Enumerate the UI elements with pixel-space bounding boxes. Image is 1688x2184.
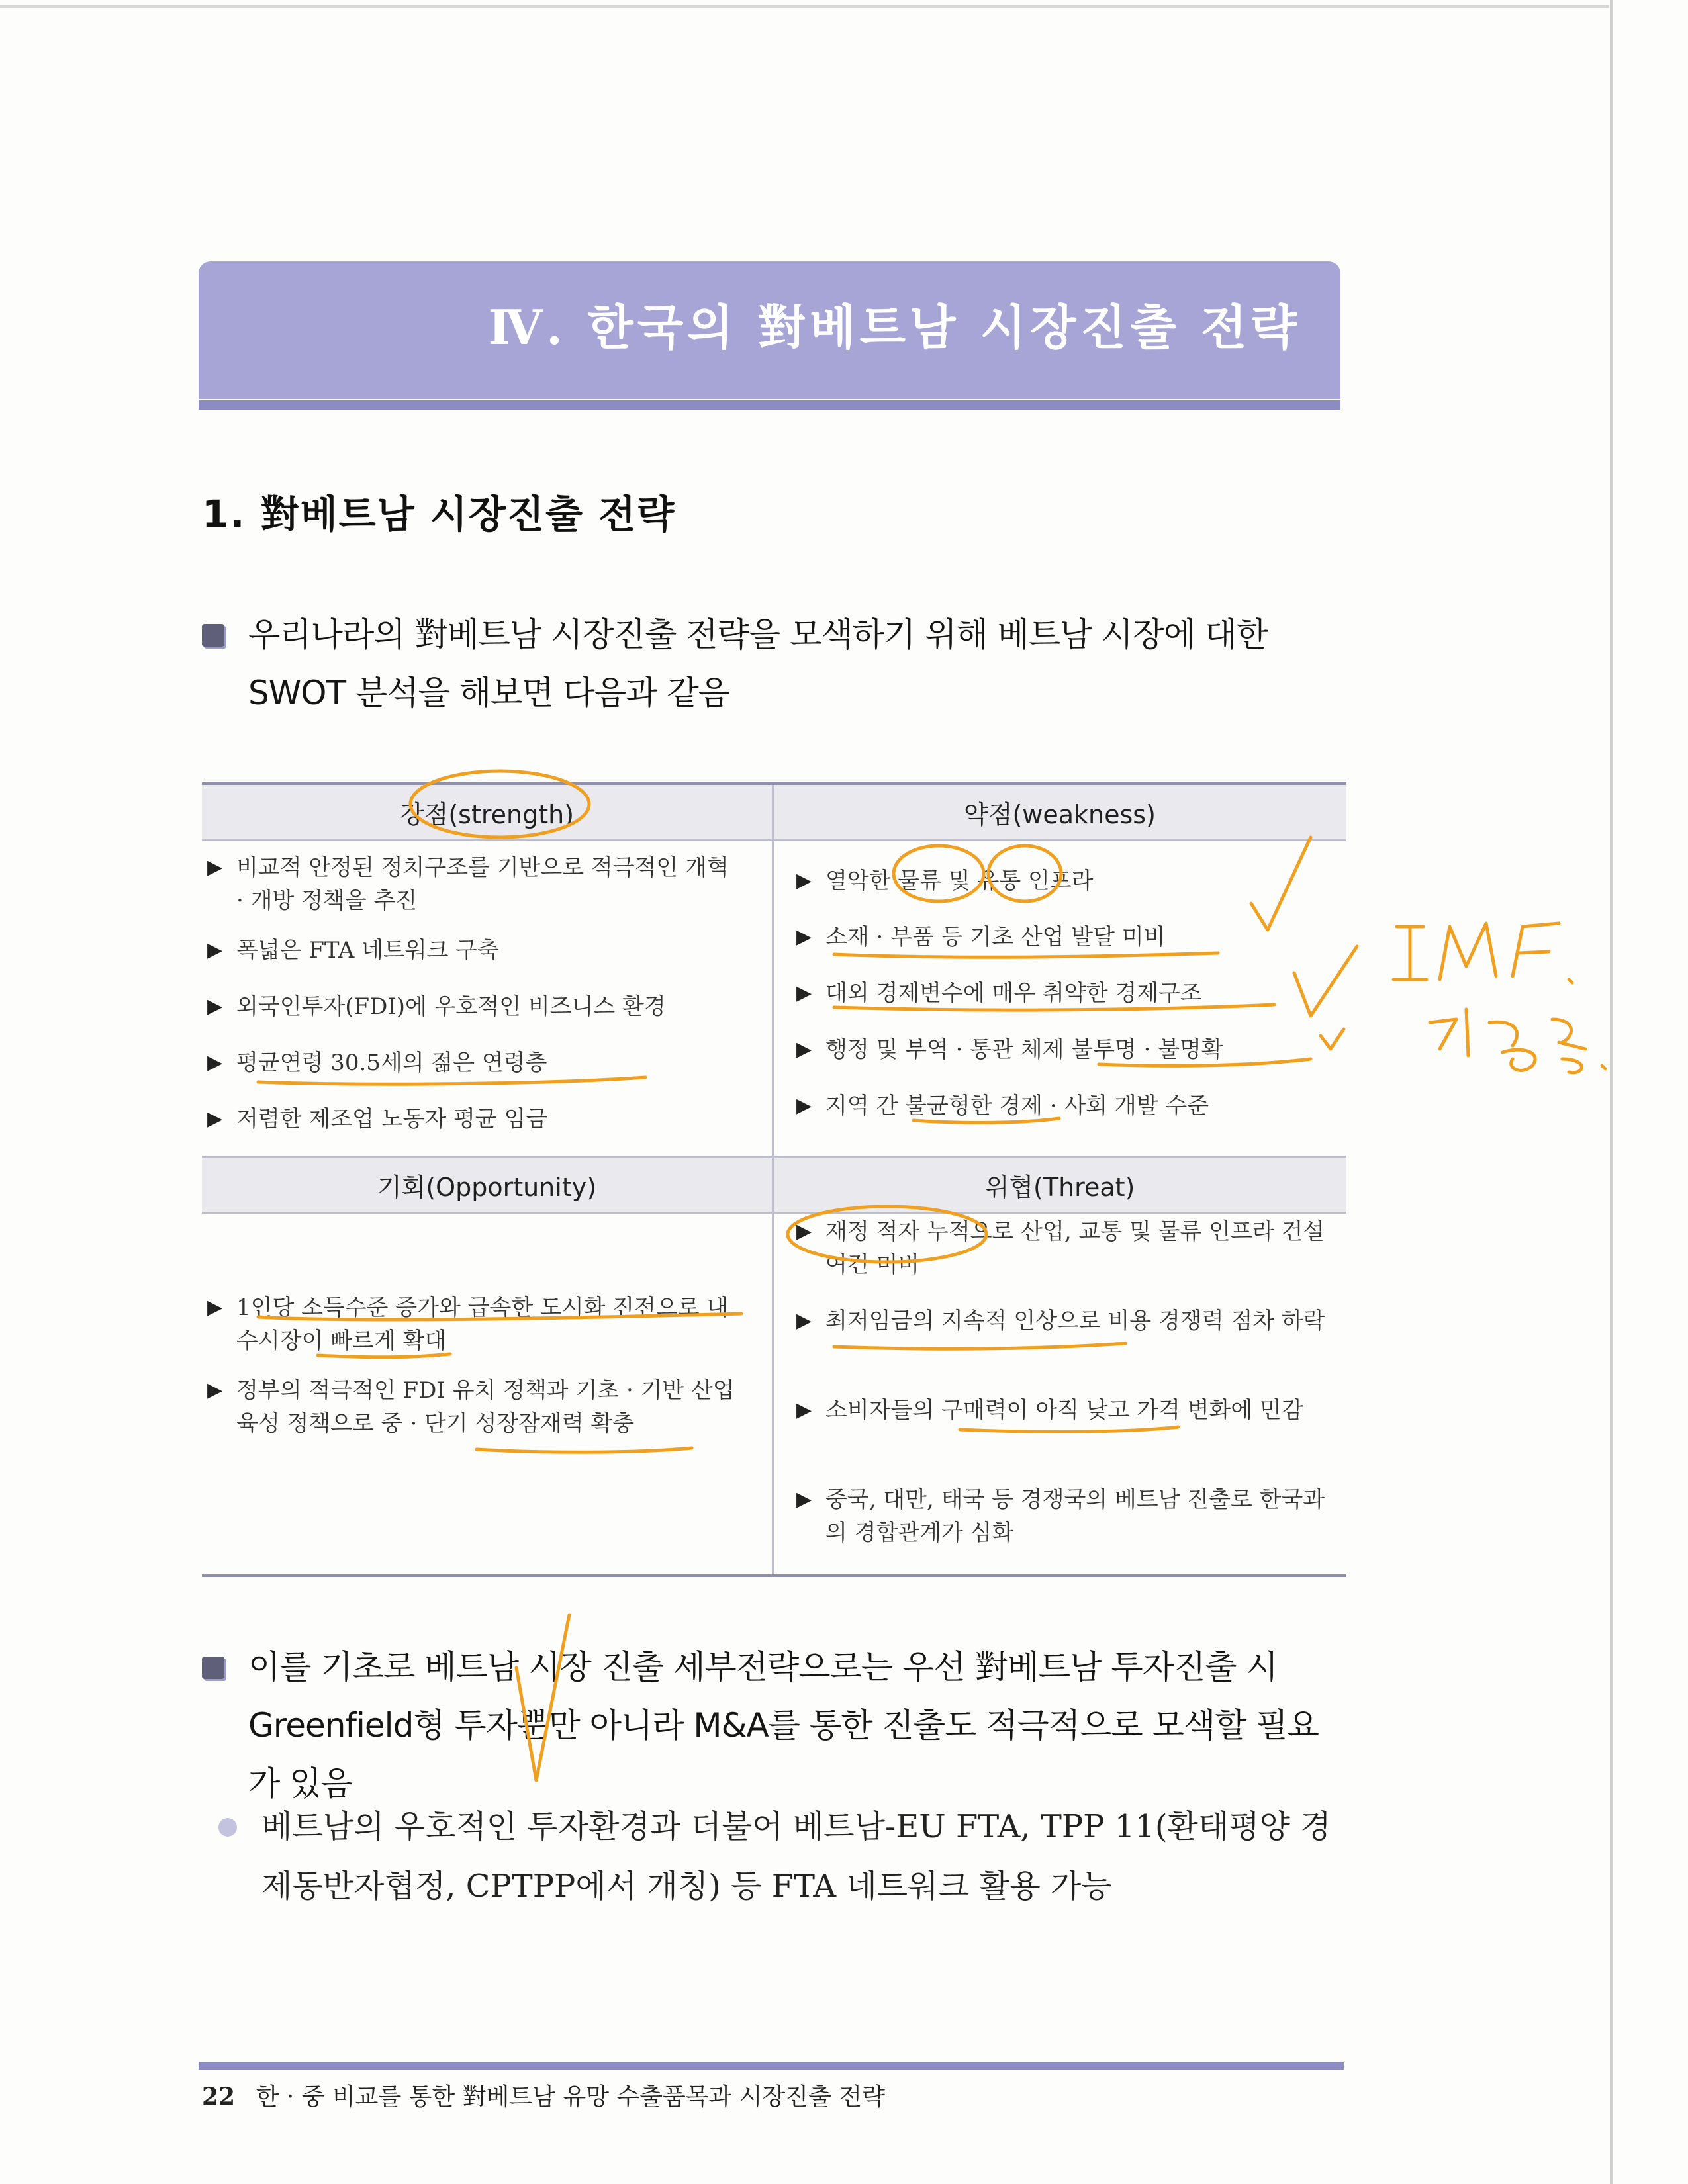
list-item-text: 1인당 소득수준 증가와 급속한 도시화 진전으로 내수시장이 빠르게 확대: [236, 1295, 729, 1354]
list-item-text: 평균연령 30.5세의 젊은 연령층: [236, 1050, 547, 1076]
triangle-bullet-icon: ▶: [207, 1379, 223, 1402]
list-item-text: 열악한 물류 및 유통 인프라: [825, 868, 1094, 894]
list-item: [791, 921, 1342, 954]
sub-point-text: 베트남의 우호적인 투자환경과 더불어 베트남-EU FTA, TPP 11(환태평양 경제동반자협정, CPTPP에서 개칭) 등 FTA 네트워크 활용 가능: [261, 1808, 1331, 1905]
swot-table: [202, 782, 1346, 1577]
opportunity-header: 기회(Opportunity): [202, 1156, 772, 1214]
scan-edge-right: [1610, 0, 1613, 2184]
handwritten-note: [1430, 1009, 1605, 1073]
list-item: [202, 1291, 739, 1357]
list-item-text: 최저임금의 지속적 인상으로 비용 경쟁력 점차 하락: [825, 1308, 1325, 1334]
list-item-text: 행정 및 부역 · 통관 체제 불투명 · 불명확: [825, 1036, 1223, 1063]
list-item: [791, 1304, 1342, 1338]
list-item-text: 중국, 대만, 태국 등 경쟁국의 베트남 진출로 한국과의 경합관계가 심화: [825, 1486, 1325, 1546]
intro-paragraph: [202, 606, 1347, 722]
list-item: [202, 990, 739, 1023]
square-bullet-icon: [202, 624, 224, 647]
footer-title: 한 · 중 비교를 통한 對베트남 유망 수출품목과 시장진출 전략: [256, 2083, 885, 2111]
circle-bullet-icon: [218, 1818, 237, 1837]
list-item-text: 재정 적자 누적으로 산업, 교통 및 물류 인프라 건설 여건 미비: [825, 1218, 1325, 1278]
threat-header: 위협(Threat): [774, 1156, 1346, 1214]
page-number: 22: [202, 2083, 236, 2111]
triangle-bullet-icon: ▶: [796, 981, 812, 1005]
strategy-paragraph: [202, 1638, 1347, 1813]
list-item: [202, 934, 739, 967]
triangle-bullet-icon: ▶: [207, 1107, 223, 1130]
triangle-bullet-icon: ▶: [796, 869, 812, 892]
list-item-text: 지역 간 불균형한 경제 · 사회 개발 수준: [825, 1093, 1209, 1119]
weakness-header: 약점(weakness): [774, 785, 1346, 841]
triangle-bullet-icon: ▶: [796, 1220, 812, 1243]
list-item-text: 외국인투자(FDI)에 우호적인 비즈니스 환경: [236, 993, 666, 1020]
list-item-text: 정부의 적극적인 FDI 유치 정책과 기초 · 기반 산업 육성 정책으로 중 · 단기 성장잠재력 확충: [236, 1377, 735, 1437]
list-item: [791, 1215, 1342, 1281]
chapter-rule: [199, 400, 1340, 410]
strength-header: 강점(strength): [202, 785, 772, 841]
list-item-text: 폭넓은 FTA 네트워크 구축: [236, 937, 499, 964]
list-item-text: 대외 경제변수에 매우 취약한 경제구조: [825, 980, 1202, 1007]
chapter-banner: [199, 261, 1340, 399]
footer-rule: [199, 2062, 1344, 2070]
list-item-text: 소재 · 부품 등 기초 산업 발달 미비: [825, 924, 1166, 950]
page-footer: [202, 2078, 885, 2112]
list-item: [791, 1483, 1342, 1549]
triangle-bullet-icon: ▶: [207, 995, 223, 1018]
list-item: [791, 1033, 1342, 1066]
triangle-bullet-icon: ▶: [796, 925, 812, 948]
list-item-text: 소비자들의 구매력이 아직 낮고 가격 변화에 민감: [825, 1397, 1303, 1424]
list-item-text: 저렴한 제조업 노동자 평균 임금: [236, 1106, 548, 1132]
list-item: [791, 1089, 1342, 1122]
triangle-bullet-icon: ▶: [207, 938, 223, 962]
triangle-bullet-icon: ▶: [796, 1488, 812, 1511]
chapter-title: Ⅳ. 한국의 對베트남 시장진출 전략: [488, 299, 1301, 355]
triangle-bullet-icon: ▶: [796, 1398, 812, 1422]
scan-edge-top: [0, 5, 1609, 8]
triangle-bullet-icon: ▶: [796, 1038, 812, 1061]
list-item: [202, 1374, 739, 1440]
triangle-bullet-icon: ▶: [796, 1094, 812, 1117]
section-title: 1. 對베트남 시장진출 전략: [202, 492, 676, 537]
list-item: [202, 1046, 739, 1079]
list-item-text: 비교적 안정된 정치구조를 기반으로 적극적인 개혁 · 개방 정책을 추진: [236, 854, 729, 914]
handwritten-note: [1393, 923, 1572, 983]
square-bullet-icon: [202, 1657, 224, 1679]
sub-point-paragraph: [218, 1797, 1357, 1916]
list-item: [791, 1394, 1342, 1427]
strategy-text: 이를 기초로 베트남 시장 진출 세부전략으로는 우선 對베트남 투자진출 시 Greenfield형 투자뿐만 아니라 M&A를 통한 진출도 적극적으로 모색할 필요가 있음: [248, 1648, 1319, 1803]
triangle-bullet-icon: ▶: [207, 856, 223, 879]
triangle-bullet-icon: ▶: [796, 1309, 812, 1332]
list-item: [791, 977, 1342, 1010]
intro-text: 우리나라의 對베트남 시장진출 전략을 모색하기 위해 베트남 시장에 대한 SWOT 분석을 해보면 다음과 같음: [248, 615, 1268, 712]
list-item: [202, 1103, 739, 1136]
triangle-bullet-icon: ▶: [207, 1296, 223, 1319]
triangle-bullet-icon: ▶: [207, 1051, 223, 1074]
list-item: [791, 864, 1342, 897]
list-item: [202, 851, 739, 917]
